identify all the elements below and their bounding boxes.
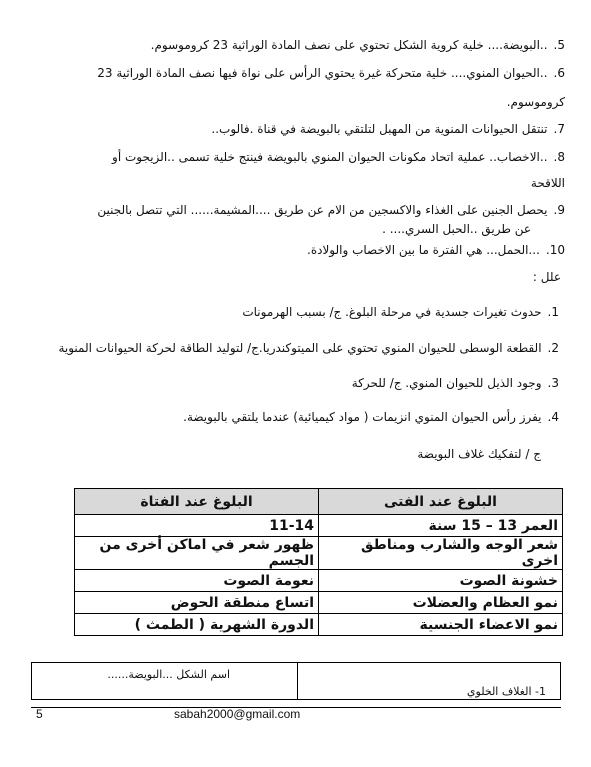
reason-3: 3.وجود الذيل للحيوان المنوي. ج/ للحركة bbox=[351, 376, 559, 390]
table-row bbox=[75, 537, 563, 570]
item-9: 9.يحصل الجنين على الغذاء والاكسجين من الام عن طريق ....المشيمة...... التي تتصل بالجنين bbox=[97, 203, 565, 217]
table-cell: ظهور شعر في اماكن أخرى من الجسم bbox=[75, 537, 319, 570]
puberty-table bbox=[74, 488, 563, 636]
table-header-row bbox=[75, 489, 563, 515]
item-7: 7.تنتقل الحيوانات المنوية من المهبل لتلتقي بالبويضة في قناة .فالوب.. bbox=[211, 122, 565, 136]
item-9-continuation: عن طريق ..الحبل السري.... . bbox=[382, 222, 531, 236]
table-header-girl: البلوغ عند الفتاة bbox=[75, 489, 319, 515]
reason-4-answer: ج / لتفكيك غلاف البويضة bbox=[417, 447, 541, 461]
reason-4: 4.يفرز رأس الحيوان المنوي انزيمات ( مواد كيميائية) عندما يلتقي بالبويضة. bbox=[183, 410, 559, 424]
item-8-continuation: اللاقحة bbox=[530, 176, 565, 190]
item-6: 6...الحيوان المنوي.... خلية متحركة غيرة يحتوي الرأس على نواة فيها نصف المادة الوراثية 23 bbox=[97, 66, 565, 80]
table-cell: نمو الاعضاء الجنسية bbox=[319, 614, 563, 636]
box-divider bbox=[297, 663, 298, 699]
explain-heading: علل : bbox=[532, 270, 561, 284]
item-6-continuation: كروموسوم. bbox=[506, 95, 565, 109]
table-row bbox=[75, 570, 563, 592]
item-5: 5...البويضة.... خلية كروية الشكل تحتوي على نصف المادة الوراثية 23 كروموسوم. bbox=[150, 38, 565, 52]
table-cell: الدورة الشهرية ( الطمث ) bbox=[75, 614, 319, 636]
box-left-cell: اسم الشكل ...البويضة...... bbox=[107, 668, 230, 681]
item-8: 8...الاخصاب.. عملية اتحاد مكونات الحيوان المنوي بالبويضة فينتج خلية تسمى ..الزيجوت أو bbox=[112, 150, 565, 164]
page-number: 5 bbox=[36, 707, 43, 721]
table-cell: خشونة الصوت bbox=[319, 570, 563, 592]
table-row bbox=[75, 614, 563, 636]
item-10: 10....الحمل... هي الفترة ما بين الاخصاب والولادة. bbox=[307, 243, 565, 257]
table-cell: العمر 13 – 15 سنة bbox=[319, 515, 563, 537]
table-cell: 11-14 bbox=[75, 515, 319, 537]
footer-email: sabah2000@gmail.com bbox=[174, 707, 301, 721]
reason-1: 1.حدوث تغيرات جسدية في مرحلة البلوغ. ج/ بسبب الهرمونات bbox=[242, 305, 559, 319]
table-row bbox=[75, 592, 563, 614]
reason-2: 2.القطعة الوسطى للحيوان المنوي تحتوي على الميتوكندريا.ج/ لتوليد الطاقة لحركة الحيوانات المنوية bbox=[58, 341, 559, 355]
table-header-boy: البلوغ عند الفتى bbox=[319, 489, 563, 515]
figure-answer-box bbox=[31, 662, 561, 700]
table-cell: نعومة الصوت bbox=[75, 570, 319, 592]
table-cell: نمو العظام والعضلات bbox=[319, 592, 563, 614]
table-cell: اتساع منطقة الحوض bbox=[75, 592, 319, 614]
box-right-cell: 1- الغلاف الخلوي bbox=[466, 685, 546, 698]
table-row bbox=[75, 515, 563, 537]
table-cell: شعر الوجه والشارب ومناطق اخرى bbox=[319, 537, 563, 570]
